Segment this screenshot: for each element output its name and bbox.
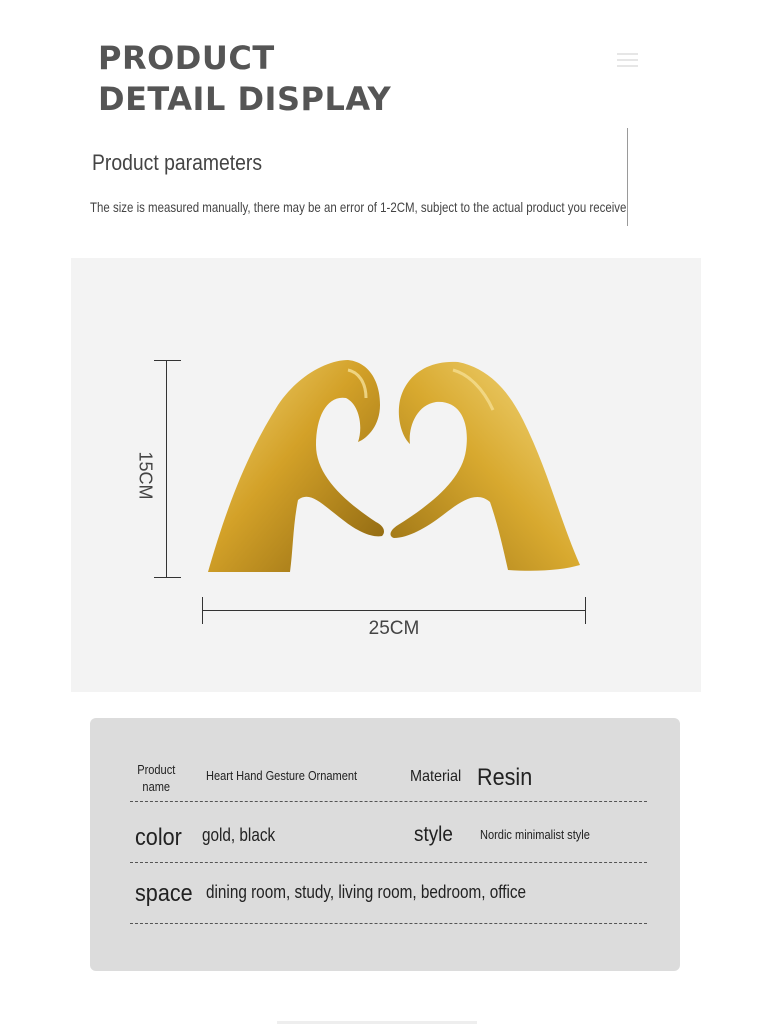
height-dimension-cap-bottom xyxy=(154,577,181,578)
title-line-1: PRODUCT xyxy=(98,39,275,77)
spec-value-product-name: Heart Hand Gesture Ornament xyxy=(206,768,358,783)
left-hand-shape xyxy=(208,360,384,572)
height-dimension-cap-top xyxy=(154,360,181,361)
spec-row-divider-3 xyxy=(130,923,647,924)
spec-value-color: gold, black xyxy=(202,825,276,845)
width-dimension-cap-right xyxy=(585,597,586,624)
right-hand-shape xyxy=(391,362,580,571)
width-dimension-line xyxy=(202,610,586,611)
menu-icon-bar-1 xyxy=(617,53,638,55)
spec-row-divider-1 xyxy=(130,801,647,802)
parameters-heading: Product parameters xyxy=(92,150,263,175)
heart-hand-ornament-image xyxy=(198,350,588,585)
spec-value-style: Nordic minimalist style xyxy=(480,827,590,842)
measurement-note: The size is measured manually, there may be an error of 1-2CM, subject to the actual product you receive xyxy=(90,199,627,215)
title-line-2: DETAIL DISPLAY xyxy=(98,80,392,118)
menu-icon-bar-2 xyxy=(617,59,638,61)
height-dimension-line xyxy=(166,360,167,578)
spec-label-style: style xyxy=(414,823,453,846)
height-dimension-label: 15CM xyxy=(135,451,156,500)
spec-label-product-name: Product name xyxy=(137,762,176,794)
spec-value-space: dining room, study, living room, bedroom, office xyxy=(206,882,527,902)
menu-icon[interactable] xyxy=(617,53,638,69)
spec-label-material: Material xyxy=(410,768,462,785)
spec-row-divider-2 xyxy=(130,862,647,863)
spec-label-color: color xyxy=(135,824,182,851)
width-dimension-label: 25CM xyxy=(368,618,420,639)
spec-value-material: Resin xyxy=(477,764,533,791)
spec-label-space: space xyxy=(135,880,193,907)
page-title xyxy=(98,38,391,120)
vertical-divider xyxy=(627,128,628,226)
menu-icon-bar-3 xyxy=(617,65,638,67)
